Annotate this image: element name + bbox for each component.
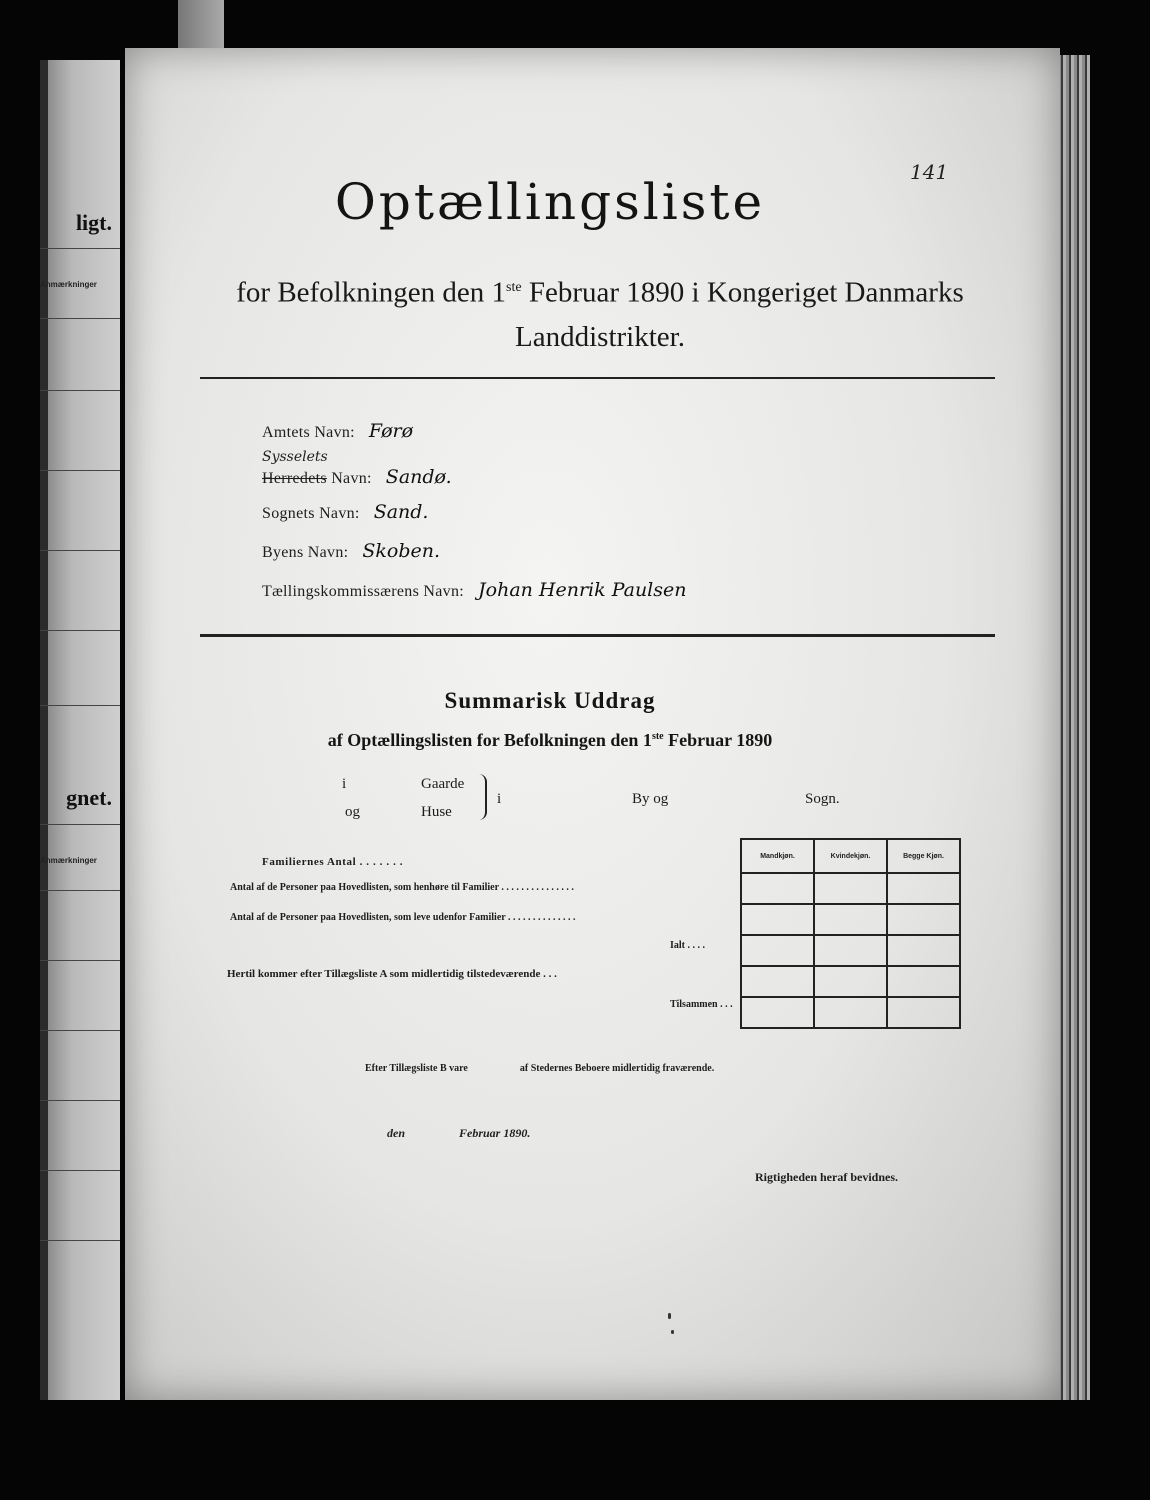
group-i-second: i xyxy=(497,791,502,807)
field-herred-label-struck: Herredets xyxy=(262,470,327,487)
field-taellingskommissaer-value: Johan Henrik Paulsen xyxy=(478,579,687,601)
field-herred-correction: Sysselets xyxy=(262,449,328,465)
group-sogn: Sogn. xyxy=(805,791,840,807)
summary-table xyxy=(740,838,961,1029)
adjacent-rule xyxy=(40,1030,120,1031)
group-by-og: By og xyxy=(632,791,669,807)
adjacent-rule xyxy=(40,705,120,706)
adjacent-rule xyxy=(40,390,120,391)
date-line xyxy=(387,1126,530,1141)
row-label-familier: Familiernes Antal . . . . . . . xyxy=(262,856,404,868)
table-cell[interactable] xyxy=(814,904,887,935)
ink-speck xyxy=(671,1330,674,1334)
ink-speck xyxy=(668,1313,671,1319)
summary-subtitle-superscript: ste xyxy=(651,731,664,742)
subtitle-suffix: Februar 1890 i Kongeriget Danmarks xyxy=(521,276,964,309)
table-cell[interactable] xyxy=(887,966,960,997)
subtitle-prefix: for Befolkningen den 1 xyxy=(236,276,507,309)
subtitle-line-1 xyxy=(200,266,1000,315)
adjacent-rule xyxy=(40,470,120,471)
header-rule xyxy=(200,377,995,379)
group-brace xyxy=(479,774,487,820)
adjacent-page-strip xyxy=(40,60,120,1400)
adjacent-rule xyxy=(40,1100,120,1101)
form-title: Optællingsliste xyxy=(334,173,766,231)
table-cell[interactable] xyxy=(814,873,887,904)
form-subtitle xyxy=(200,266,1000,359)
field-herred-label: Navn: xyxy=(326,470,372,487)
tillaegsliste-b-text-b: af Stedernes Beboere midlertidig fraværende. xyxy=(519,1063,715,1074)
field-by xyxy=(262,540,440,562)
page-number: 141 xyxy=(910,160,949,184)
row-label-ialt: Ialt . . . . xyxy=(670,940,705,951)
field-herred xyxy=(262,449,452,488)
summary-subtitle-prefix: af Optællingslisten for Befolkningen den 1 xyxy=(327,730,652,750)
group-huse: Huse xyxy=(421,804,452,820)
subtitle-superscript: ste xyxy=(506,280,522,295)
adjacent-page-word-bottom: gnet. xyxy=(66,785,112,810)
field-taellingskommissaer xyxy=(262,579,687,601)
table-cell[interactable] xyxy=(887,997,960,1028)
adjacent-page-edge xyxy=(40,60,48,1400)
tillaegsliste-b-line xyxy=(365,1063,714,1074)
adjacent-rule xyxy=(40,1170,120,1171)
subtitle-line-2: Landdistrikter. xyxy=(515,320,685,353)
table-cell[interactable] xyxy=(814,935,887,966)
field-amt-value: Førø xyxy=(368,420,414,442)
table-cell[interactable] xyxy=(741,873,814,904)
adjacent-rule xyxy=(40,630,120,631)
tillaegsliste-b-text-a: Efter Tillægsliste B vare xyxy=(365,1063,468,1074)
row-label-henhoere: Antal af de Personer paa Hovedlisten, som henhøre til Familier . . . . . . . . . . . . . . . xyxy=(230,882,574,893)
table-cell[interactable] xyxy=(741,966,814,997)
table-row xyxy=(741,904,960,935)
table-cell[interactable] xyxy=(741,935,814,966)
adjacent-rule xyxy=(40,1240,120,1241)
attestation-text: Rigtigheden heraf bevidnes. xyxy=(755,1170,899,1184)
date-den: den xyxy=(387,1126,405,1140)
field-sogn-label: Sognets Navn: xyxy=(262,505,360,522)
summary-subtitle xyxy=(125,730,975,751)
adjacent-rule xyxy=(40,248,120,249)
adjacent-page-small-top: Anmærkninger xyxy=(40,280,97,289)
adjacent-rule xyxy=(40,550,120,551)
summary-table-header xyxy=(741,839,960,873)
field-sogn xyxy=(262,501,428,523)
table-row xyxy=(741,966,960,997)
adjacent-page-small-bottom: Anmærkninger xyxy=(40,856,97,865)
table-cell[interactable] xyxy=(887,904,960,935)
group-gaarde: Gaarde xyxy=(421,776,465,792)
field-amt-label: Amtets Navn: xyxy=(262,424,355,441)
row-label-tilsammen: Tilsammen . . . xyxy=(670,999,733,1010)
column-header-begge-kjoen: Begge Kjøn. xyxy=(887,839,960,873)
table-cell[interactable] xyxy=(814,997,887,1028)
summary-subtitle-suffix: Februar 1890 xyxy=(663,730,773,750)
field-taellingskommissaer-label: Tællingskommissærens Navn: xyxy=(262,583,465,600)
group-og: og xyxy=(345,804,360,820)
field-herred-value: Sandø. xyxy=(385,466,452,488)
adjacent-rule xyxy=(40,890,120,891)
section-rule xyxy=(200,634,995,637)
table-row xyxy=(741,935,960,966)
row-label-tillaegsliste-a: Hertil kommer efter Tillægsliste A som midlertidig tilstedeværende . . . xyxy=(227,968,557,980)
adjacent-rule xyxy=(40,960,120,961)
summary-title: Summarisk Uddrag xyxy=(444,688,656,713)
table-row xyxy=(741,873,960,904)
table-cell[interactable] xyxy=(814,966,887,997)
column-header-kvindekjoen: Kvindekjøn. xyxy=(814,839,887,873)
table-cell[interactable] xyxy=(741,997,814,1028)
table-cell[interactable] xyxy=(887,873,960,904)
adjacent-rule xyxy=(40,824,120,825)
field-by-label: Byens Navn: xyxy=(262,544,349,561)
field-sogn-value: Sand. xyxy=(373,501,429,523)
row-label-udenfor: Antal af de Personer paa Hovedlisten, som leve udenfor Familier . . . . . . . . . . . . . . xyxy=(230,912,576,923)
field-amt xyxy=(262,420,413,442)
column-header-mandkjoen: Mandkjøn. xyxy=(741,839,814,873)
census-form-page xyxy=(125,48,1060,1400)
group-i: i xyxy=(342,776,347,792)
table-cell[interactable] xyxy=(741,904,814,935)
table-row xyxy=(741,997,960,1028)
table-cell[interactable] xyxy=(887,935,960,966)
adjacent-rule xyxy=(40,318,120,319)
date-februar: Februar 1890. xyxy=(459,1126,531,1140)
field-by-value: Skoben. xyxy=(362,540,441,562)
adjacent-page-word-top: ligt. xyxy=(75,210,112,235)
